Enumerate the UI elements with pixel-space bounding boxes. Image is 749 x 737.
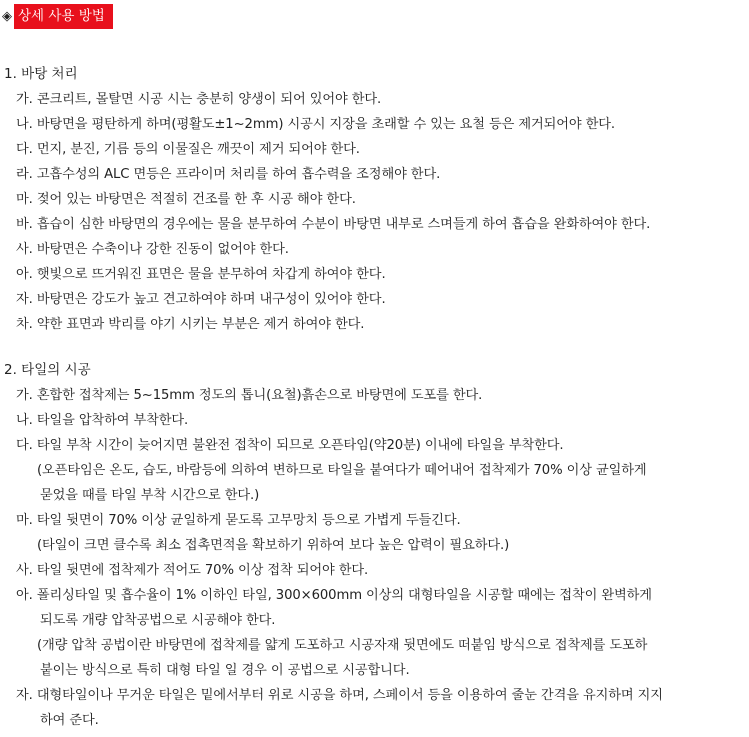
list-item-note: 묻었을 때를 타일 부착 시간으로 한다.) [40, 488, 260, 503]
section-title-surface-prep: 1. 바탕 처리 [4, 66, 78, 82]
list-item: 라. 고흡수성의 ALC 면등은 프라이머 처리를 하여 흡수력을 조정해야 한다. [16, 167, 441, 182]
list-item: 다. 먼지, 분진, 기름 등의 이물질은 깨끗이 제거 되어야 한다. [16, 142, 360, 157]
list-item: 나. 바탕면을 평탄하게 하며(평활도±1~2mm) 시공시 지장을 초래할 수 있는 요철 등은 제거되어야 한다. [16, 117, 615, 132]
list-item: 나. 타일을 압착하여 부착한다. [16, 413, 189, 428]
list-item-note: (타일이 크면 클수록 최소 접촉면적을 확보하기 위하여 보다 높은 압력이 필요하다.) [37, 538, 510, 553]
list-item: 가. 혼합한 접착제는 5~15mm 정도의 톱니(요철)흙손으로 바탕면에 도포를 한다. [16, 388, 483, 403]
list-item: 바. 흡습이 심한 바탕면의 경우에는 물을 분무하여 수분이 바탕면 내부로 스며들게 하여 흡습을 완화하여야 한다. [16, 217, 651, 232]
list-item-note: 붙이는 방식으로 특히 대형 타일 일 경우 이 공법으로 시공합니다. [40, 663, 410, 678]
list-item: 사. 바탕면은 수축이나 강한 진동이 없어야 한다. [16, 242, 289, 257]
diamond-bullet-icon: ◈ [2, 9, 12, 24]
list-item: 아. 폴리싱타일 및 흡수율이 1% 이하인 타일, 300×600mm 이상의 대형타일을 시공할 때에는 접착이 완벽하게 [16, 588, 652, 603]
list-item: 사. 타일 뒷면에 접착제가 적어도 70% 이상 접착 되어야 한다. [16, 563, 369, 578]
section-header [2, 4, 113, 29]
list-item-continuation: 되도록 개량 압착공법으로 시공해야 한다. [40, 613, 276, 628]
list-item: 차. 약한 표면과 박리를 야기 시키는 부분은 제거 하여야 한다. [16, 317, 365, 332]
list-item: 마. 타일 뒷면이 70% 이상 균일하게 묻도록 고무망치 등으로 가볍게 두들긴다. [16, 513, 461, 528]
list-item-note: (오픈타임은 온도, 습도, 바람등에 의하여 변하므로 타일을 붙여다가 떼어내어 접착제가 70% 이상 균일하게 [37, 463, 647, 478]
list-item: 마. 젖어 있는 바탕면은 적절히 건조를 한 후 시공 해야 한다. [16, 192, 356, 207]
list-item: 자. 대형타일이나 무거운 타일은 밑에서부터 위로 시공을 하며, 스페이서 등을 이용하여 줄눈 간격을 유지하며 지지 [16, 688, 663, 703]
list-item: 자. 바탕면은 강도가 높고 견고하여야 하며 내구성이 있어야 한다. [16, 292, 386, 307]
list-item-note: (개량 압착 공법이란 바탕면에 접착제를 얇게 도포하고 시공자재 뒷면에도 떠붙임 방식으로 접착제를 도포하 [37, 638, 648, 653]
list-item: 아. 햇빛으로 뜨거워진 표면은 물을 분무하여 차갑게 하여야 한다. [16, 267, 386, 282]
list-item: 가. 콘크리트, 몰탈면 시공 시는 충분히 양생이 되어 있어야 한다. [16, 92, 382, 107]
section-title-tile-install: 2. 타일의 시공 [4, 362, 91, 378]
list-item: 다. 타일 부착 시간이 늦어지면 불완전 접착이 되므로 오픈타임(약20분) 이내에 타일을 부착한다. [16, 438, 564, 453]
header-title-badge: 상세 사용 방법 [14, 4, 113, 29]
list-item-continuation: 하여 준다. [40, 713, 99, 728]
